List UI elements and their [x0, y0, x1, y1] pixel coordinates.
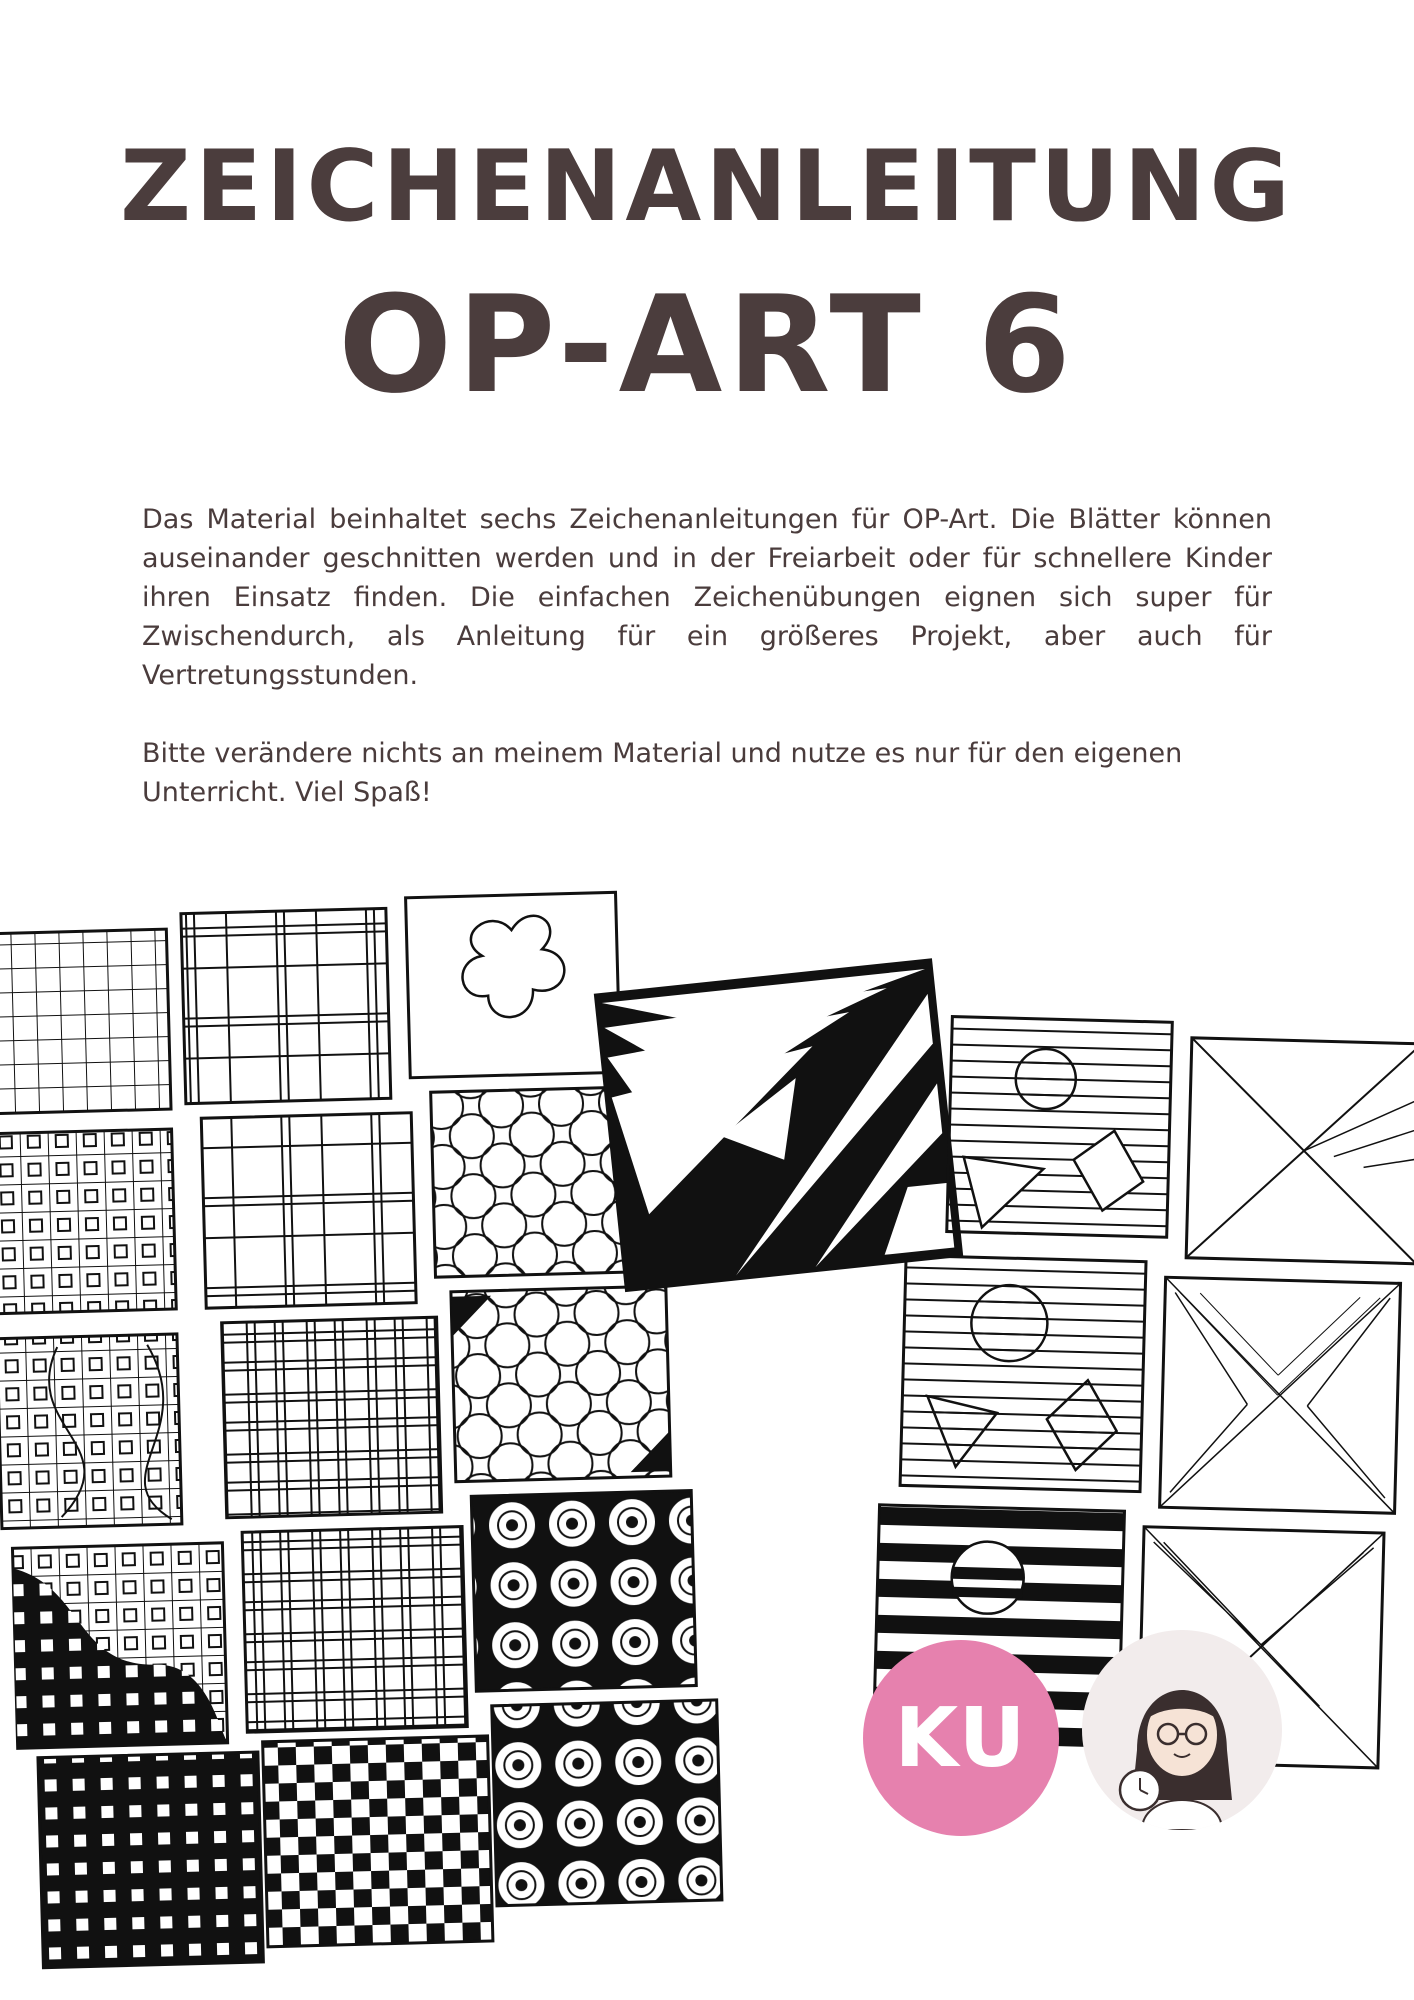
- author-avatar: [1082, 1630, 1282, 1830]
- intro-paragraph: Das Material beinhaltet sechs Zeichenanleitungen für OP-Art. Die Blätter können auseinander geschnitten werden und in der Freiarbeit oder für schnellere Kinder ihren Einsatz finden. Die einfachen Zeichenübungen eignen sich super für Zwischendurch, als Anleitung für ein größeres Projekt, aber auch für Vertretungsstunden.: [142, 504, 1272, 691]
- title-line-2: OP-ART 6: [338, 267, 1076, 423]
- op-art-example-collage: [0, 860, 1414, 2000]
- ku-badge-label: KU: [894, 1690, 1028, 1786]
- center-op-art-tile: [594, 958, 963, 1292]
- title-line-1: ZEICHENANLEITUNG: [120, 130, 1294, 244]
- avatar-illustration: [1082, 1630, 1282, 1830]
- usage-note-paragraph: Bitte verändere nichts an meinem Material und nutze es nur für den eigenen Unterricht. Viel Spaß!: [142, 738, 1183, 808]
- ku-badge: [863, 1640, 1059, 1836]
